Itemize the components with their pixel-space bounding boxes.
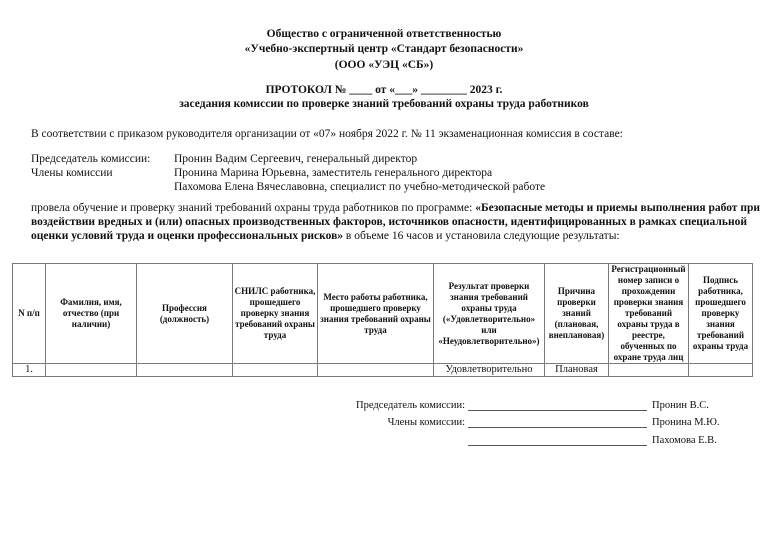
chair-value: Пронин Вадим Сергеевич, генеральный директор	[174, 153, 418, 165]
members-label: Члены комиссии	[31, 167, 113, 179]
member-2: Пахомова Елена Вячеславовна, специалист по учебно-методической работе	[174, 181, 546, 193]
header-signature: Подпись работника, прошедшего проверку знания требований охраны труда	[689, 264, 753, 364]
program-line-3	[31, 229, 620, 244]
org-name-short: (ООО «УЭЦ «СБ»)	[334, 59, 434, 71]
header-profession: Профессия (должность)	[137, 264, 233, 364]
order-text: В соответствии с приказом руководителя организации от «07» ноября 2022 г. № 11 экзаменационная комиссия в составе:	[31, 128, 623, 140]
program-name-part-2: воздействии вредных и (или) опасных производственных факторов, источников опасности, идентифицированных в рамках специальной	[31, 216, 747, 228]
header-workplace: Место работы работника, прошедшего проверку знания требований охраны труда	[318, 264, 434, 364]
cell-full-name[interactable]	[46, 364, 137, 377]
cell-workplace[interactable]	[318, 364, 434, 377]
protocol-subtitle: заседания комиссии по проверке знаний требований охраны труда работников	[179, 98, 589, 110]
table-row	[13, 364, 753, 377]
signature-member-2-line[interactable]	[468, 445, 647, 446]
cell-registry-number[interactable]	[609, 364, 689, 377]
header-registry-number: Регистрационный номер записи о прохождении проверки знания требований охраны труда в реестре, обученных по охране труда лиц	[609, 264, 689, 364]
signature-member-1-name: Пронина М.Ю.	[652, 417, 720, 428]
org-name-line2: «Учебно-экспертный центр «Стандарт безопасности»	[244, 43, 524, 55]
program-line-1	[31, 201, 760, 216]
header-snils: СНИЛС работника, прошедшего проверку знания требований охраны труда	[233, 264, 318, 364]
cell-number[interactable]: 1.	[13, 364, 46, 377]
signature-chair-name: Пронин В.С.	[652, 400, 709, 411]
signature-member-2-name: Пахомова Е.В.	[652, 435, 717, 446]
header-full-name: Фамилия, имя, отчество (при наличии)	[46, 264, 137, 364]
cell-result[interactable]: Удовлетворительно	[434, 364, 545, 377]
cell-signature[interactable]	[689, 364, 753, 377]
signature-chair-label: Председатель комиссии:	[356, 400, 465, 411]
chair-label: Председатель комиссии:	[31, 153, 151, 165]
cell-snils[interactable]	[233, 364, 318, 377]
signature-members-label: Члены комиссии:	[387, 417, 465, 428]
results-table	[12, 263, 753, 377]
header-result: Результат проверки знания требований охраны труда («Удовлетворительно» или «Неудовлетворительно»)	[434, 264, 545, 364]
org-name-line1: Общество с ограниченной ответственностью	[266, 28, 502, 40]
member-1: Пронина Марина Юрьевна, заместитель генерального директора	[174, 167, 493, 179]
cell-reason[interactable]: Плановая	[545, 364, 609, 377]
program-hours-text: в объеме 16 часов и установила следующие результаты:	[343, 230, 620, 242]
signature-member-1-line[interactable]	[468, 427, 647, 428]
program-line-1-text: провела обучение и проверку знаний требований охраны труда работников по программе:	[31, 202, 476, 214]
cell-profession[interactable]	[137, 364, 233, 377]
header-number: N п/п	[13, 264, 46, 364]
header-reason: Причина проверки знаний (плановая, внеплановая)	[545, 264, 609, 364]
protocol-title: ПРОТОКОЛ № ____ от «___» ________ 2023 г.	[265, 84, 503, 96]
program-name-part-3: оценки условий труда и оценки профессиональных рисков»	[31, 230, 344, 242]
program-name-part-1: «Безопасные методы и приемы выполнения работ при	[475, 202, 760, 214]
table-header-row	[13, 264, 753, 364]
signature-chair-line[interactable]	[468, 410, 647, 411]
